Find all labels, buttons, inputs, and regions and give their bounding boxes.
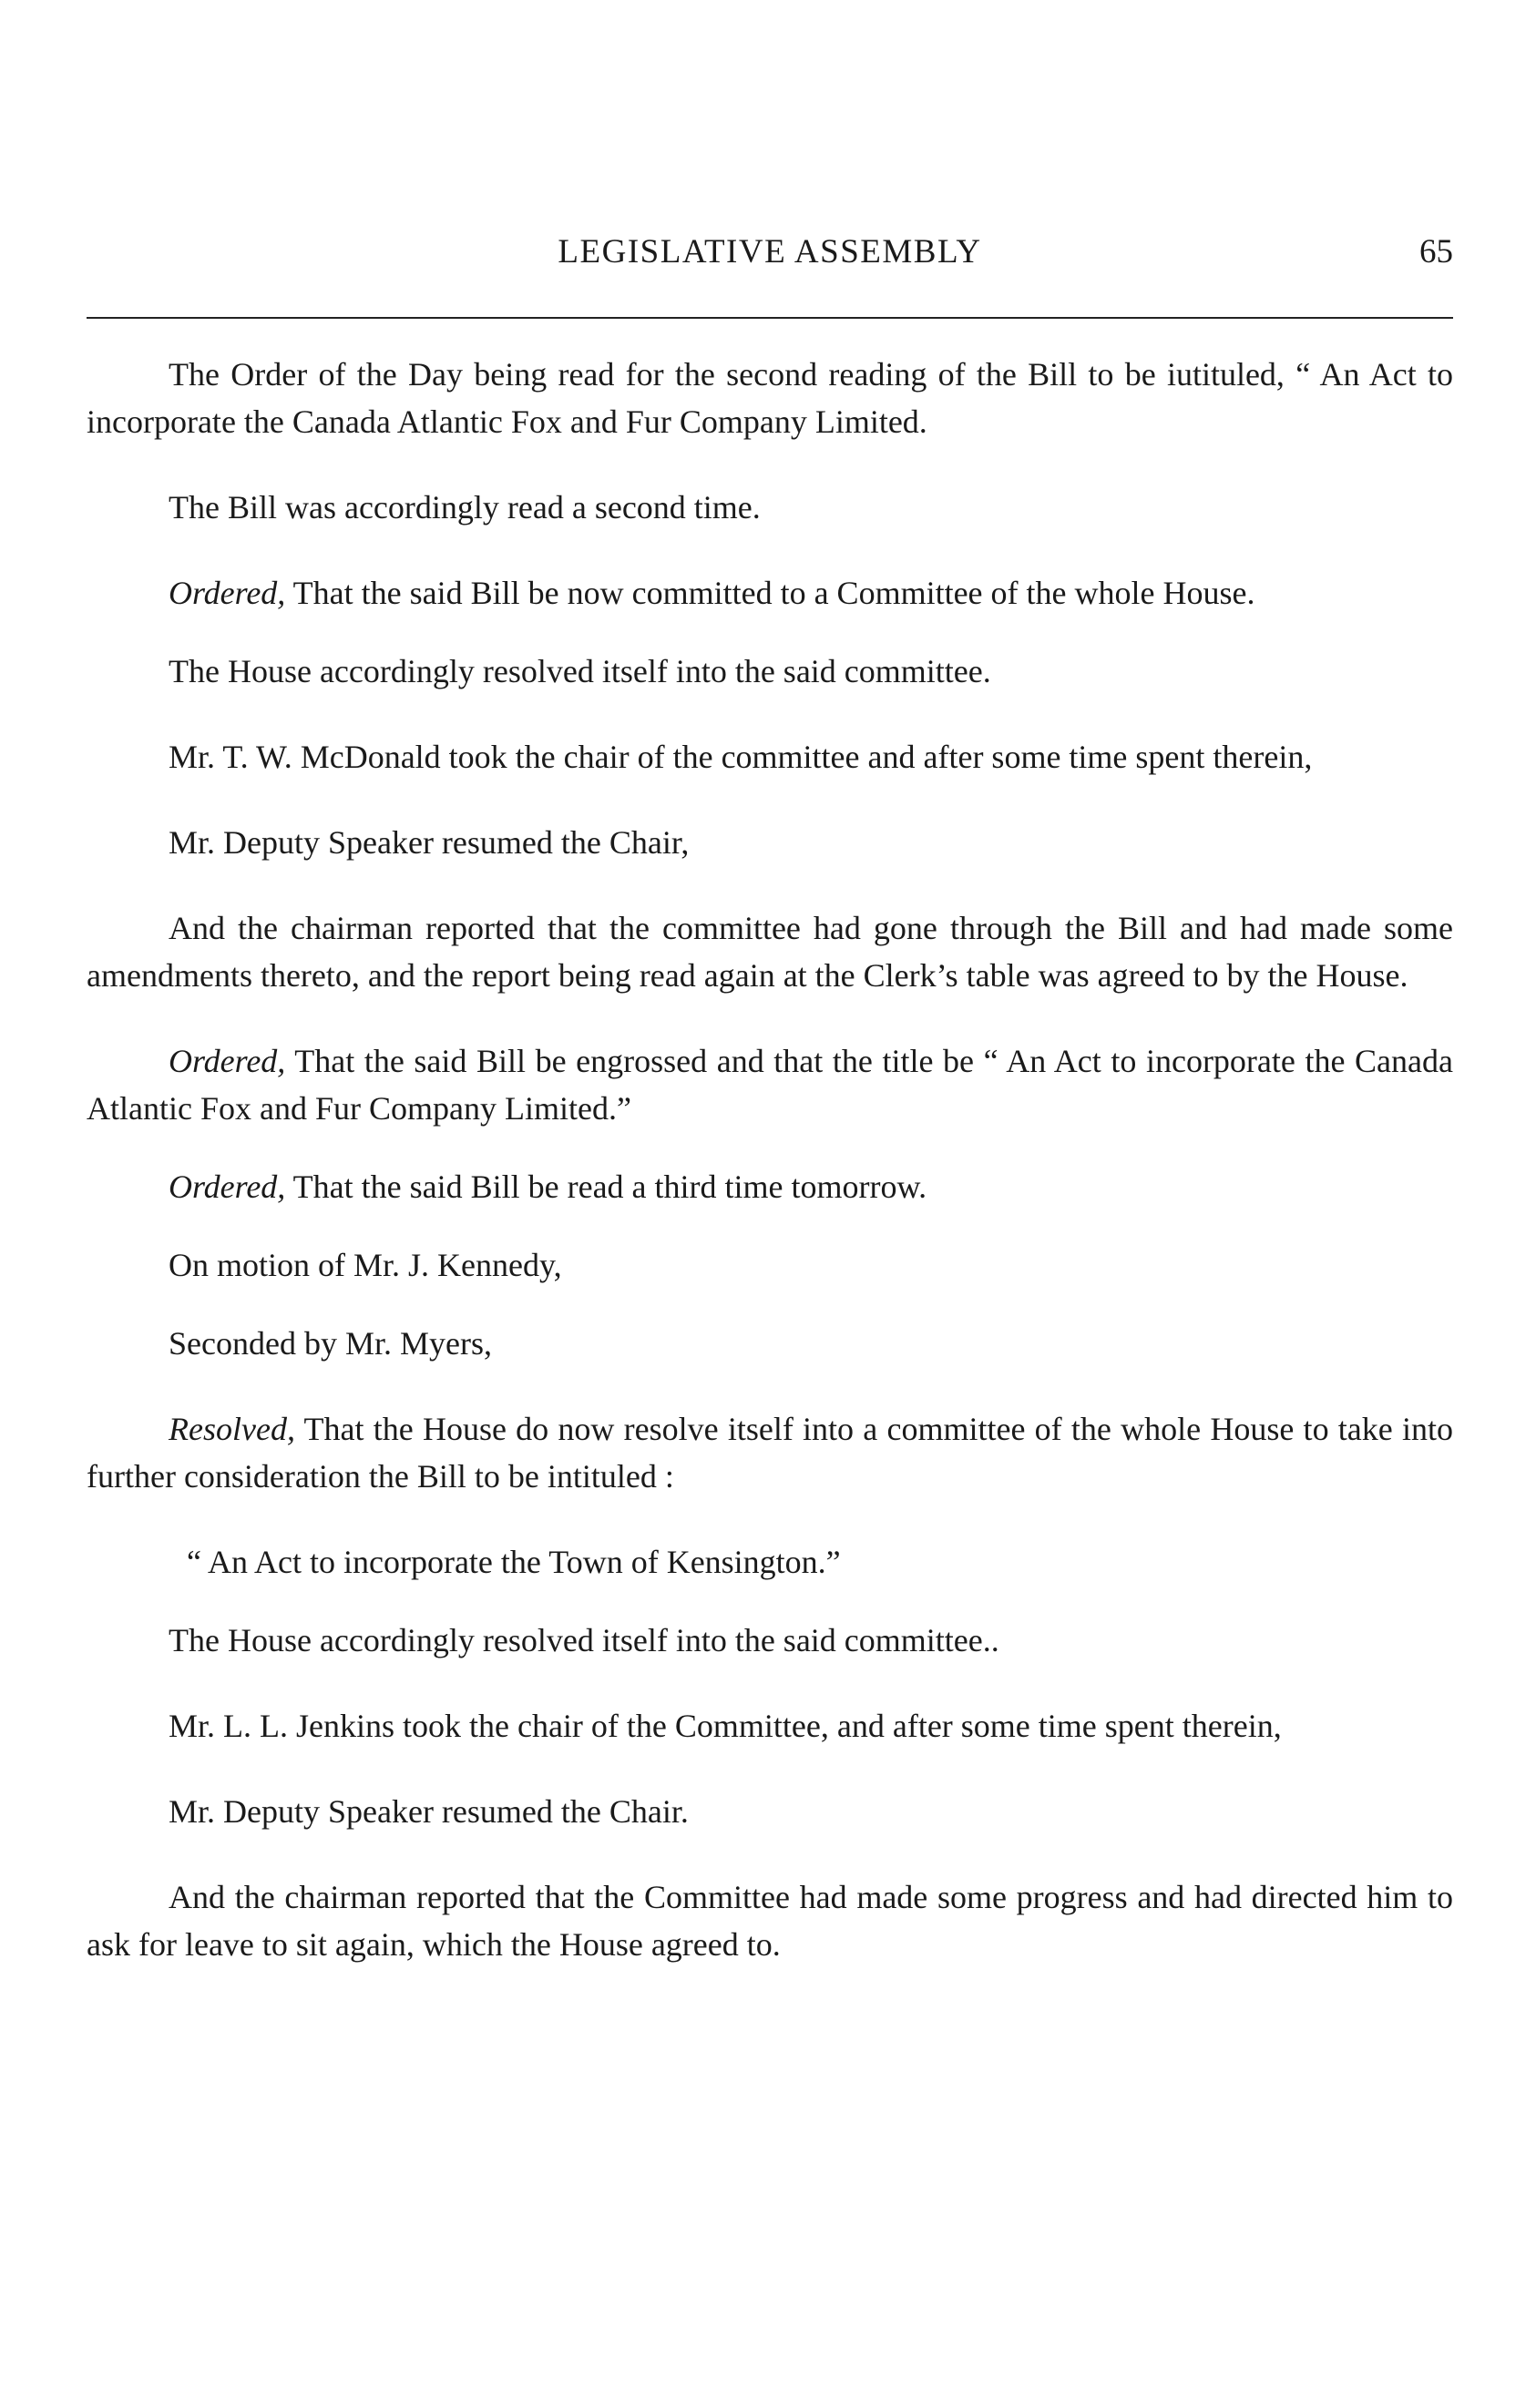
page-number: 65	[1419, 233, 1453, 270]
paragraph-text: That the House do now resolve itself into a committee of the whole House to take into further consideration the Bill to be intituled :	[87, 1411, 1453, 1495]
paragraph-lead: Ordered,	[169, 1168, 286, 1205]
paragraph-lead: Resolved,	[169, 1411, 295, 1447]
paragraph-16	[87, 1788, 1453, 1835]
paragraph-12	[87, 1405, 1453, 1500]
paragraph-text: “ An Act to incorporate the Town of Kensington.”	[187, 1544, 841, 1580]
paragraph-5	[87, 733, 1453, 781]
paragraph-1	[87, 351, 1453, 445]
paragraph-text: That the said Bill be now committed to a Committee of the whole House.	[292, 575, 1255, 611]
paragraph-text: That the said Bill be read a third time tomorrow.	[292, 1168, 927, 1205]
paragraph-2	[87, 484, 1453, 531]
paragraph-lead: Ordered,	[169, 1043, 286, 1079]
paragraph-text: Mr. Deputy Speaker resumed the Chair,	[169, 824, 690, 861]
paragraph-6	[87, 819, 1453, 866]
paragraph-text: The Order of the Day being read for the second reading of the Bill to be iutituled, “ An Act to incorporate the Canada Atlantic Fox and Fur Company Limited.	[87, 356, 1453, 440]
paragraph-text: On motion of Mr. J. Kennedy,	[169, 1247, 562, 1283]
paragraph-text: And the chairman reported that the committee had gone through the Bill and had made some amendments thereto, and the report being read again at the Clerk’s table was agreed to by the House.	[87, 910, 1453, 994]
paragraph-14	[87, 1617, 1453, 1664]
paragraph-11	[87, 1320, 1453, 1367]
page-header	[87, 230, 1453, 284]
paragraph-text: Mr. L. L. Jenkins took the chair of the Committee, and after some time spent therein,	[169, 1708, 1282, 1744]
paragraph-lead: Ordered,	[169, 575, 286, 611]
paragraph-10	[87, 1241, 1453, 1289]
header-rule	[87, 317, 1453, 319]
running-title: LEGISLATIVE ASSEMBLY	[558, 233, 982, 270]
paragraph-text: The House accordingly resolved itself into the said committee..	[169, 1622, 999, 1658]
paragraph-17	[87, 1873, 1453, 1968]
paragraph-7	[87, 904, 1453, 999]
paragraph-text: The Bill was accordingly read a second time.	[169, 489, 761, 525]
paragraph-text: That the said Bill be engrossed and that the title be “ An Act to incorporate the Canada Atlantic Fox and Fur Company Limited.”	[87, 1043, 1453, 1127]
paragraph-4	[87, 648, 1453, 695]
paragraph-text: Mr. Deputy Speaker resumed the Chair.	[169, 1793, 689, 1830]
paragraph-text: The House accordingly resolved itself into the said committee.	[169, 653, 991, 689]
paragraph-text: Mr. T. W. McDonald took the chair of the committee and after some time spent therein,	[169, 739, 1313, 775]
paragraph-9	[87, 1163, 1453, 1210]
paragraph-text: Seconded by Mr. Myers,	[169, 1325, 492, 1362]
paragraph-15	[87, 1702, 1453, 1750]
paragraph-text: And the chairman reported that the Committee had made some progress and had directed him to ask for leave to sit again, which the House agreed to.	[87, 1879, 1453, 1963]
paragraph-13	[87, 1538, 1453, 1586]
body-text	[87, 351, 1453, 1968]
paragraph-3	[87, 569, 1453, 617]
paragraph-8	[87, 1037, 1453, 1132]
